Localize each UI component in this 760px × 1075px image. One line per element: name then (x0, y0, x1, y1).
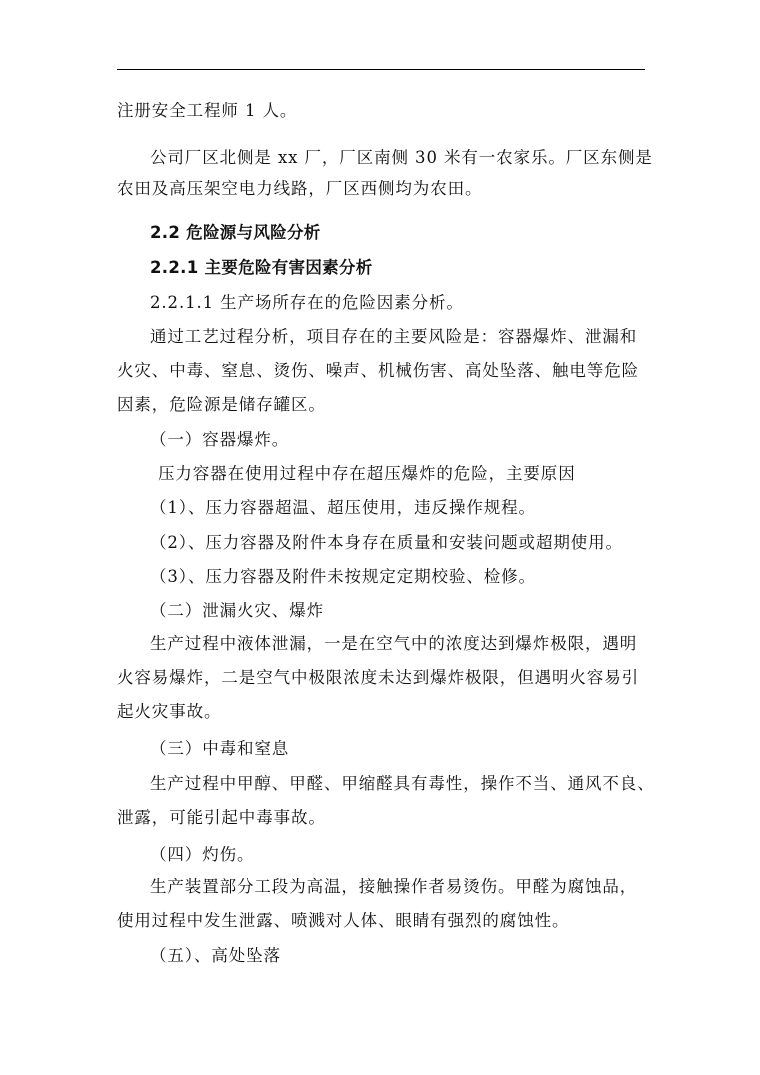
hazard-title: （二）泄漏火灾、爆炸 (150, 601, 324, 620)
hazard-text-line: 生产过程中液体泄漏，一是在空气中的浓度达到爆炸极限，遇明 (150, 634, 638, 653)
overview-paragraph-line: 通过工艺过程分析，项目存在的主要风险是：容器爆炸、泄漏和 (150, 327, 638, 346)
hazard-text-line: （1）、压力容器超温、超压使用，违反操作规程。 (150, 498, 536, 517)
overview-paragraph-line: 火灾、中毒、窒息、烫伤、噪声、机械伤害、高处坠落、触电等危险 (117, 361, 639, 380)
overview-paragraph-line: 因素，危险源是储存罐区。 (117, 395, 326, 414)
hazard-title: （一）容器爆炸。 (150, 430, 290, 449)
hazard-title: （五）、高处坠落 (150, 946, 281, 965)
hazard-text-line: 生产装置部分工段为高温，接触操作者易烫伤。甲醛为腐蚀品， (150, 877, 638, 896)
hazard-text-line: 火容易爆炸，二是空气中极限浓度未达到爆炸极限，但遇明火容易引 (117, 668, 639, 687)
hazard-title: （四）灼伤。 (150, 845, 255, 864)
hazard-text-line: （3）、压力容器及附件未按规定定期校验、检修。 (150, 567, 536, 586)
section-heading: 2.2 危险源与风险分析 (150, 223, 321, 242)
hazard-text-line: 压力容器在使用过程中存在超压爆炸的危险，主要原因 (158, 464, 576, 483)
page-header-rule (117, 69, 645, 70)
continuation-line: 注册安全工程师 1 人。 (117, 101, 298, 120)
location-paragraph-line: 公司厂区北侧是 xx 厂，厂区南侧 30 米有一农家乐。厂区东侧是 (150, 148, 653, 167)
location-paragraph-line: 农田及高压架空电力线路，厂区西侧均为农田。 (117, 179, 483, 198)
hazard-text-line: 使用过程中发生泄露、喷溅对人体、眼睛有强烈的腐蚀性。 (117, 911, 570, 930)
hazard-text-line: 起火灾事故。 (117, 702, 222, 721)
hazard-text-line: （2）、压力容器及附件本身存在质量和安装问题或超期使用。 (150, 533, 623, 552)
item-heading: 2.2.1.1 生产场所存在的危险因素分析。 (150, 293, 464, 312)
hazard-text-line: 泄露，可能引起中毒事故。 (117, 808, 326, 827)
hazard-title: （三）中毒和窒息 (150, 739, 290, 758)
subsection-heading: 2.2.1 主要危险有害因素分析 (150, 258, 373, 277)
hazard-text-line: 生产过程中甲醇、甲醛、甲缩醛具有毒性，操作不当、通风不良、 (150, 774, 655, 793)
